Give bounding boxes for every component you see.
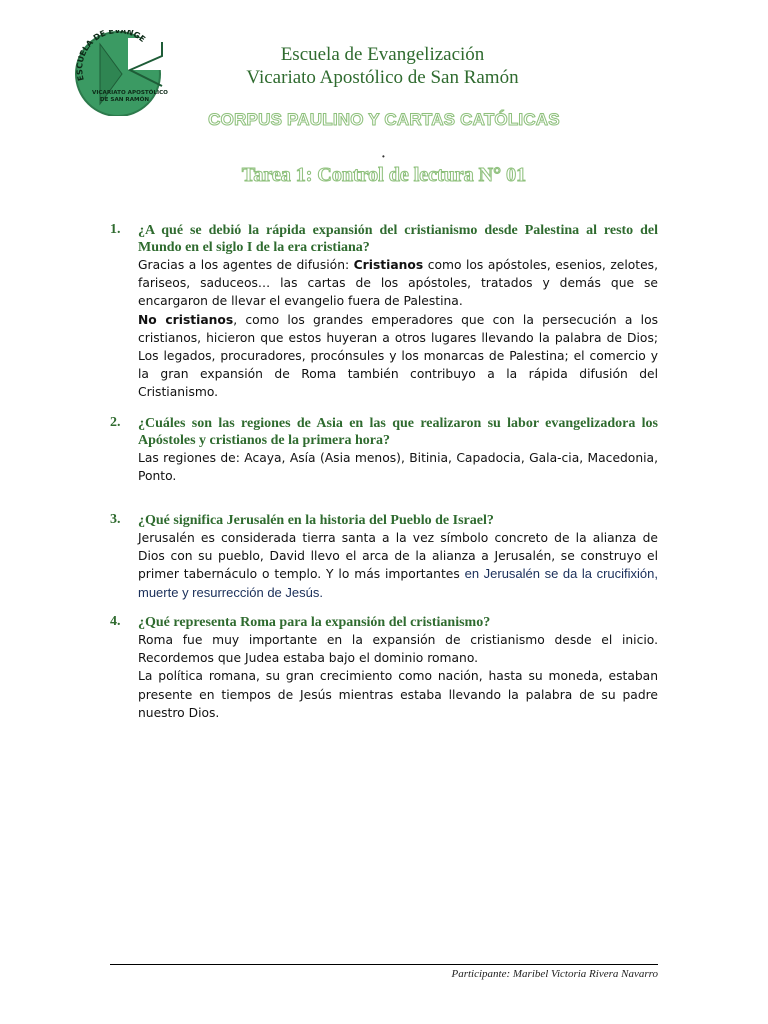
footer-divider — [110, 964, 658, 965]
question-number: 2. — [110, 415, 121, 430]
question-number: 1. — [110, 222, 121, 237]
answer — [138, 449, 658, 485]
answer-text: Jerusalén es considerada tierra santa a la vez símbolo concreto de la alianza de Dios con su pueblo, David llevo el arca de la alianza a Jerusalén, se construyo el primer tabernáculo o templo. Y lo más importantes — [138, 531, 658, 582]
answer-text: como los apóstoles, esenios, zelotes, fariseos, saduceos… las cartas de los apóstoles, tratados y demás que se encargaron de llevar el evangelio fuera de Palestina. — [138, 258, 658, 309]
answer-paragraph: Las regiones de: Acaya, Asía (Asia menos), Bitinia, Capadocia, Gala-cia, Macedonia, Ponto. — [138, 451, 658, 484]
question-number: 4. — [110, 614, 121, 629]
answer — [138, 256, 658, 402]
course-title: CORPUS PAULINO Y CARTAS CATÓLICAS — [208, 110, 560, 129]
question-text: ¿Cuáles son las regiones de Asia en las que realizaron su labor evangelizadora los Apóstoles y cristianos de la primera hora? — [138, 416, 658, 448]
vicariate-name: Vicariato Apostólico de San Ramón — [246, 67, 519, 88]
logo-text-bottom-1: VICARIATO APOSTÓLICO — [92, 90, 168, 96]
answer-text: , como los grandes emperadores que con la persecución a los cristianos, hicieron que estos huyeran a otros lugares llevando la palabra de Dios; Los legados, procuradores, procónsules y los monarcas de Palestina; el comercio y la gran expansión de Roma también contribuyo a la rápida difusión del Cristianismo. — [138, 312, 658, 400]
decorative-dot: • — [382, 152, 385, 161]
institution-name: Escuela de Evangelización — [280, 44, 485, 65]
answer-paragraph: Roma fue muy importante en la expansión de cristianismo desde el inicio. Recordemos que Judea estaba bajo el dominio romano. — [138, 633, 658, 666]
question-text: ¿Qué significa Jerusalén en la historia del Pueblo de Israel? — [138, 513, 494, 528]
question-3 — [110, 512, 658, 602]
question-number: 3. — [110, 512, 121, 527]
answer-bold-term: No cristianos — [138, 312, 234, 327]
answer-paragraph: La política romana, su gran crecimiento como nación, hasta su moneda, estaban presente en tiempos de Jesús mientras estaba llevando la palabra de su padre nuestro Dios. — [138, 669, 658, 720]
task-title: Tarea 1: Control de lectura N° 01 — [241, 164, 527, 186]
answer — [138, 631, 658, 722]
participant-name: Participante: Maribel Victoria Rivera Navarro — [451, 968, 658, 980]
question-1 — [110, 222, 658, 402]
question-2 — [110, 415, 658, 485]
answer-text-alt: en Jerusalén se da la crucifixión, muerte y resurrección de Jesús. — [138, 566, 658, 600]
answer-paragraph — [138, 311, 658, 402]
answer-text: Gracias a los agentes de difusión: — [138, 258, 354, 272]
question-4 — [110, 614, 658, 722]
answer-paragraph — [138, 256, 658, 311]
answer-paragraph — [138, 529, 658, 602]
logo-text-bottom-2: DE SAN RAMÓN — [100, 97, 150, 103]
answer-bold-term: Cristianos — [353, 258, 424, 272]
question-text: ¿Qué representa Roma para la expansión del cristianismo? — [138, 615, 491, 630]
answer — [138, 529, 658, 602]
logo-text-top: ESCUELA DE EVANGE — [75, 30, 148, 82]
question-text: ¿A qué se debió la rápida expansión del cristianismo desde Palestina al resto del Mundo en el siglo I de la era cristiana? — [138, 223, 658, 255]
